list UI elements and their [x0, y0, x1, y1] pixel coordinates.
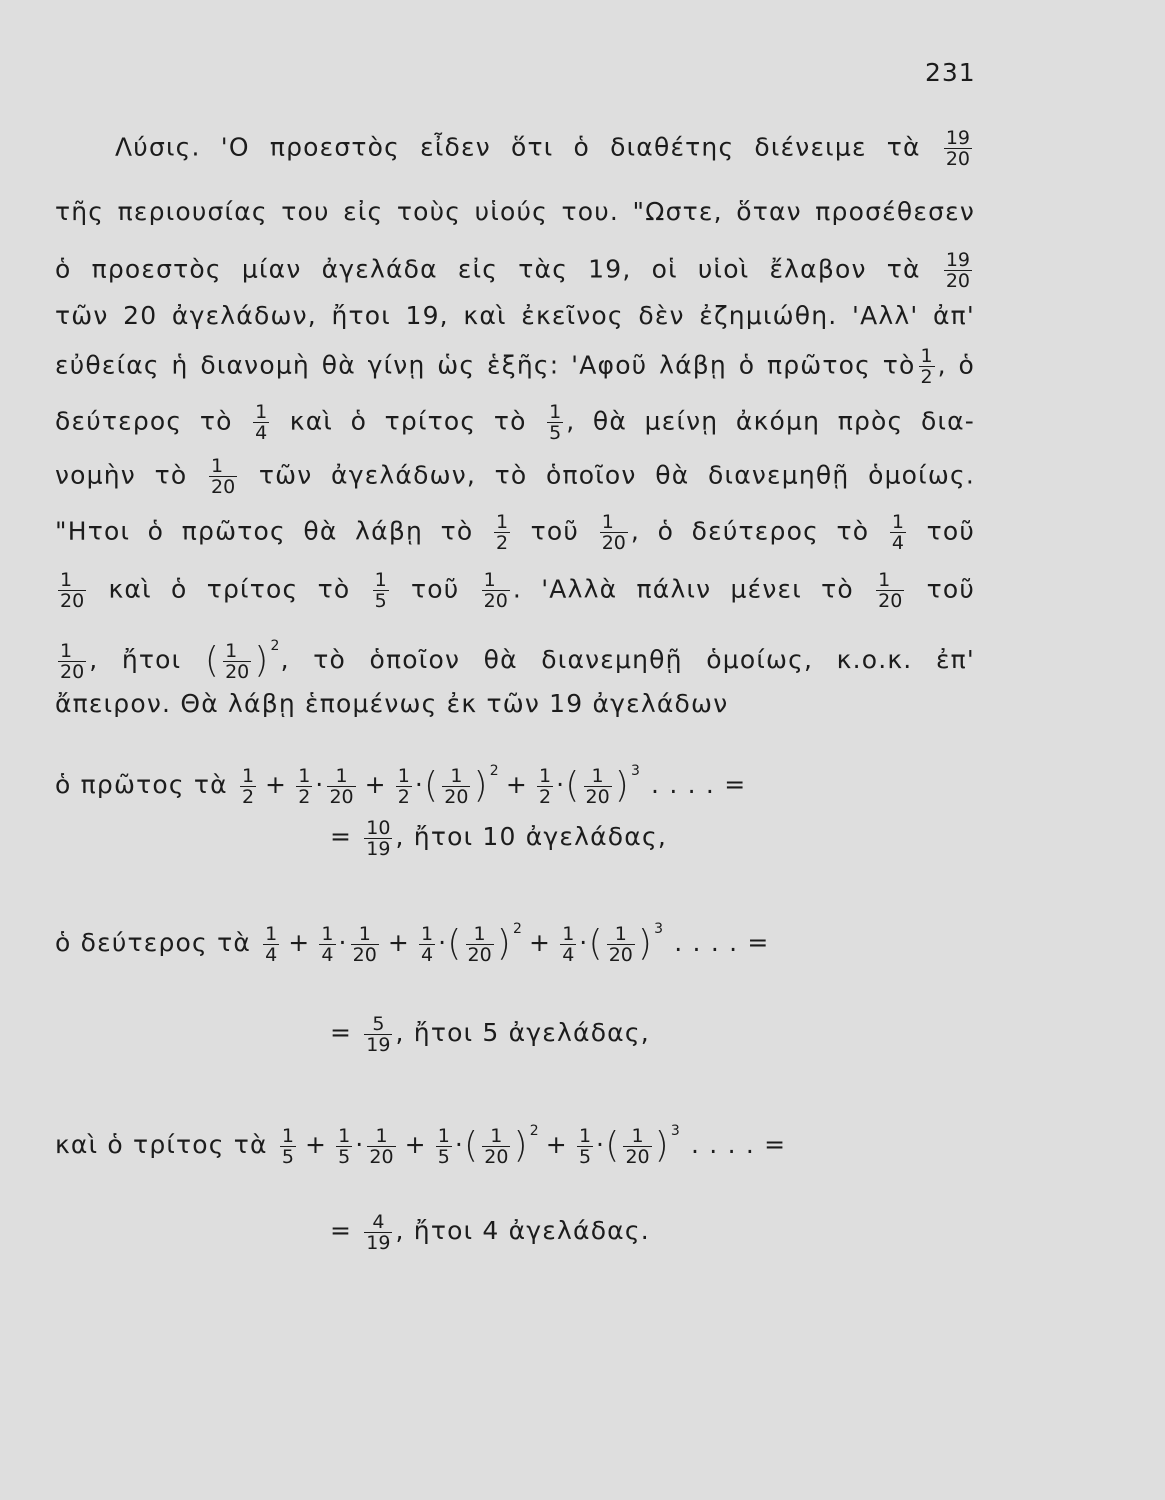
fraction [58, 570, 86, 611]
fraction [623, 1126, 651, 1167]
math-symbol: . . . . = [674, 928, 770, 957]
fraction [890, 512, 906, 553]
fraction [58, 641, 86, 682]
fraction [373, 570, 389, 611]
denominator: 20 [60, 590, 85, 612]
fraction [336, 1126, 352, 1167]
denominator: 20 [601, 532, 626, 554]
numerator: 1 [265, 922, 278, 945]
numerator: 1 [442, 766, 470, 787]
text-line-11: ἄπειρον. Θὰ λάβῃ ἑπομένως ἐκ τῶν 19 ἀγελάδων [55, 689, 729, 718]
fraction [240, 766, 256, 807]
numerator: 1 [876, 570, 904, 591]
text-line-5: εὐθείας ἡ διανομὴ θὰ γίνῃ ὡς ἑξῆς: 'Αφοῦ λάβῃ ὁ πρῶτος τὸ $\frac{1}{2}$ , ὁ [55, 345, 975, 388]
fraction [296, 766, 312, 807]
fraction [367, 1126, 395, 1167]
series-second: ὁ δεύτερος τὰ $\frac{1}{4}$ + $\frac{1}{4}$ · $\frac{1}{20}$ + $\frac{1}{4}$ ·( $\frac{1}{20}$ )$^2$ + $\frac{1}{4}$ ·( $\frac{1}{20}$ )$^3$ . . . . = [55, 921, 770, 966]
denominator: 19 [366, 1231, 391, 1254]
numerator: 1 [437, 1124, 450, 1147]
numerator: 1 [321, 922, 334, 945]
denominator: 20 [211, 476, 236, 498]
math-symbol: ( [447, 923, 463, 964]
denominator: 20 [878, 590, 903, 612]
fraction [253, 402, 269, 443]
series-first-result: = $\frac{10}{19}$ , ἤτοι 10 ἀγελάδας, [330, 816, 667, 860]
text-line-2 [55, 196, 975, 228]
series-first: ὁ πρῶτος τὰ $\frac{1}{2}$ + $\frac{1}{2}$ · $\frac{1}{20}$ + $\frac{1}{2}$ ·( $\frac{1}{20}$ )$^2$ + $\frac{1}{2}$ ·( $\frac{1}{20}$ )$^3$ . . . . = [55, 763, 747, 808]
denominator: 20 [484, 1145, 509, 1168]
denominator: 20 [352, 943, 377, 966]
denominator: 20 [625, 1145, 650, 1168]
numerator: 1 [338, 1124, 351, 1147]
denominator: 5 [437, 1145, 450, 1168]
text: Λύσις. 'Ο προεστὸς εἶδεν ὅτι ὁ διαθέτης διένειμε τὰ [115, 132, 921, 162]
numerator: 1 [466, 924, 494, 945]
denominator: 2 [241, 785, 255, 808]
fraction [944, 128, 972, 169]
numerator: 1 [607, 924, 635, 945]
denominator: 4 [891, 532, 904, 554]
text: ὁ προεστὸς μίαν ἀγελάδα εἰς τὰς 19, οἱ υἱοὶ ἔλαβον τὰ [55, 254, 921, 284]
fraction [364, 1014, 392, 1055]
series-third-result: = $\frac{4}{19}$ , ἤτοι 4 ἀγελάδας. [330, 1210, 650, 1254]
fraction [263, 924, 279, 965]
numerator: 1 [367, 1126, 395, 1147]
math-symbol: 3 [670, 1123, 681, 1139]
power-expression [204, 638, 281, 683]
numerator: 19 [945, 127, 970, 149]
text-line-3 [55, 250, 975, 291]
denominator: 2 [397, 785, 410, 808]
math-symbol: ( [565, 765, 581, 806]
math-symbol: ) [496, 923, 512, 964]
math-symbol: . . . . = [691, 1130, 787, 1159]
numerator: 1 [549, 401, 562, 423]
numerator: 1 [223, 641, 251, 662]
fraction [577, 1126, 593, 1167]
numerator: 1 [351, 924, 379, 945]
math-symbol: + [265, 770, 288, 799]
numerator: 1 [241, 764, 255, 787]
text: εὐθείας ἡ διανομὴ θὰ γίνῃ ὡς ἑξῆς: 'Αφοῦ λάβῃ ὁ πρῶτος τὸ [55, 350, 916, 380]
numerator: 1 [298, 764, 311, 787]
denominator: 19 [366, 837, 391, 860]
math-symbol: 2 [529, 1123, 540, 1139]
math-symbol: + [364, 770, 387, 799]
denominator: 20 [467, 943, 492, 966]
numerator: 1 [281, 1124, 294, 1147]
numerator: 1 [58, 641, 86, 662]
fraction [436, 1126, 452, 1167]
denominator: 4 [421, 943, 434, 966]
fraction [876, 570, 904, 611]
denominator: 20 [369, 1145, 394, 1168]
denominator: 5 [281, 1145, 294, 1168]
series-second-result: = $\frac{5}{19}$ , ἤτοι 5 ἀγελάδας, [330, 1012, 650, 1056]
fraction [319, 924, 335, 965]
math-symbol: 2 [489, 763, 500, 779]
text-line-4 [55, 300, 975, 332]
math-symbol: 2 [270, 638, 281, 654]
denominator: 5 [338, 1145, 351, 1168]
math-symbol: + [505, 770, 528, 799]
numerator: 1 [327, 766, 355, 787]
fraction [209, 456, 237, 497]
fraction [482, 570, 510, 611]
math-symbol: ( [605, 1125, 621, 1166]
denominator: 20 [945, 270, 970, 292]
page-number: 231 [925, 58, 976, 87]
denominator: 20 [585, 785, 610, 808]
fraction [607, 924, 635, 965]
numerator: 1 [58, 570, 86, 591]
fraction [396, 766, 412, 807]
numerator: 5 [364, 1014, 392, 1035]
numerator: 1 [397, 764, 410, 787]
math-symbol: ) [614, 765, 630, 806]
numerator: 1 [623, 1126, 651, 1147]
numerator: 1 [891, 511, 904, 533]
denominator: 5 [374, 590, 387, 612]
fraction [944, 250, 972, 291]
numerator: 1 [920, 345, 933, 367]
fraction [919, 346, 935, 387]
math-symbol: ( [464, 1125, 480, 1166]
fraction [494, 512, 510, 553]
fraction [419, 924, 435, 965]
text-line-1 [115, 128, 975, 169]
math-symbol: + [404, 1130, 427, 1159]
numerator: 19 [945, 249, 970, 271]
numerator: 1 [421, 922, 434, 945]
numerator: 1 [495, 511, 509, 533]
fraction [351, 924, 379, 965]
denominator: 5 [578, 1145, 592, 1168]
denominator: 4 [255, 422, 268, 444]
math-symbol: + [545, 1130, 568, 1159]
fraction [223, 641, 251, 682]
math-symbol: ) [637, 923, 654, 964]
numerator: 1 [374, 569, 387, 591]
math-symbol: + [305, 1130, 328, 1159]
text-line-9: $\frac{1}{20}$ καὶ ὁ τρίτος τὸ $\frac{1}{5}$ τοῦ $\frac{1}{20}$ . 'Αλλὰ πάλιν μένει τὸ $\frac{1}{20}$ τοῦ [60, 569, 976, 612]
numerator: 1 [562, 922, 575, 945]
denominator: 2 [920, 366, 933, 388]
fraction [600, 512, 628, 553]
math-symbol: ) [513, 1125, 529, 1166]
math-symbol: + [288, 928, 311, 957]
text-line-10: $\frac{1}{20}$ , ἤτοι ( $\frac{1}{20}$ )$^2$, τὸ ὁποῖον θὰ διανεμηθῇ ὁμοίως, κ.ο.κ. ἐπ' [60, 638, 976, 683]
math-symbol: + [387, 928, 410, 957]
math-symbol: 3 [630, 763, 642, 779]
fraction [537, 766, 553, 807]
denominator: 20 [945, 148, 970, 170]
text-line-6: δεύτερος τὸ $\frac{1}{4}$ καὶ ὁ τρίτος τὸ $\frac{1}{5}$ , θὰ μείνῃ ἀκόμη πρὸς δια- [55, 401, 976, 444]
fraction [547, 402, 563, 443]
denominator: 19 [366, 1033, 391, 1056]
numerator: 10 [366, 816, 391, 839]
denominator: 20 [483, 590, 508, 612]
math-symbol: + [529, 928, 552, 957]
math-symbol: . . . . = [651, 770, 747, 799]
denominator: 4 [562, 943, 575, 966]
numerator: 1 [209, 456, 237, 477]
denominator: 2 [495, 532, 509, 554]
denominator: 20 [60, 660, 85, 683]
math-symbol: ( [424, 765, 440, 806]
text-line-7: νομὴν τὸ $\frac{1}{20}$ τῶν ἀγελάδων, τὸ ὁποῖον θὰ διανεμηθῇ ὁμοίως. [55, 455, 975, 498]
fraction [482, 1126, 510, 1167]
denominator: 20 [444, 785, 469, 808]
denominator: 20 [608, 943, 633, 966]
text: τῶν 20 ἀγελάδων, ἤτοι 19, καὶ ἐκεῖνος δὲν ἐζημιώθη. 'Αλλ' ἀπ' [55, 301, 975, 330]
denominator: 4 [321, 943, 334, 966]
numerator: 1 [578, 1124, 592, 1147]
text-line-8: "Ητοι ὁ πρῶτος θὰ λάβῃ τὸ $\frac{1}{2}$ τοῦ $\frac{1}{20}$ , ὁ δεύτερος τὸ $\frac{1}{4}$ τοῦ [55, 511, 975, 554]
numerator: 1 [600, 512, 628, 533]
numerator: 4 [364, 1212, 392, 1233]
math-symbol: ) [473, 765, 489, 806]
math-symbol: 3 [654, 921, 665, 937]
denominator: 2 [539, 785, 552, 808]
numerator: 1 [539, 764, 552, 787]
math-symbol: ) [254, 640, 270, 681]
numerator: 1 [255, 401, 268, 423]
denominator: 2 [298, 785, 311, 808]
fraction [364, 1212, 392, 1253]
numerator: 1 [482, 570, 510, 591]
denominator: 20 [225, 660, 250, 683]
denominator: 4 [265, 943, 278, 966]
numerator: 1 [584, 766, 612, 787]
math-symbol: ( [588, 923, 604, 964]
math-symbol: ) [654, 1125, 670, 1166]
fraction [280, 1126, 296, 1167]
numerator: 1 [482, 1126, 510, 1147]
fraction [364, 818, 392, 859]
denominator: 5 [549, 422, 562, 444]
math-symbol: ( [204, 640, 221, 681]
fraction [327, 766, 355, 807]
fraction [560, 924, 576, 965]
math-symbol: 2 [512, 921, 524, 937]
fraction [466, 924, 494, 965]
series-third: καὶ ὁ τρίτος τὰ $\frac{1}{5}$ + $\frac{1}{5}$ · $\frac{1}{20}$ + $\frac{1}{5}$ ·( $\frac{1}{20}$ )$^2$ + $\frac{1}{5}$ ·( $\frac{1}{20}$ )$^3$ . . . . = [55, 1123, 787, 1168]
fraction [442, 766, 470, 807]
text: τῆς περιουσίας του εἰς τοὺς υἱούς του. "Ωστε, ὅταν προσέθεσεν [55, 197, 975, 226]
denominator: 20 [329, 785, 354, 808]
fraction [584, 766, 612, 807]
